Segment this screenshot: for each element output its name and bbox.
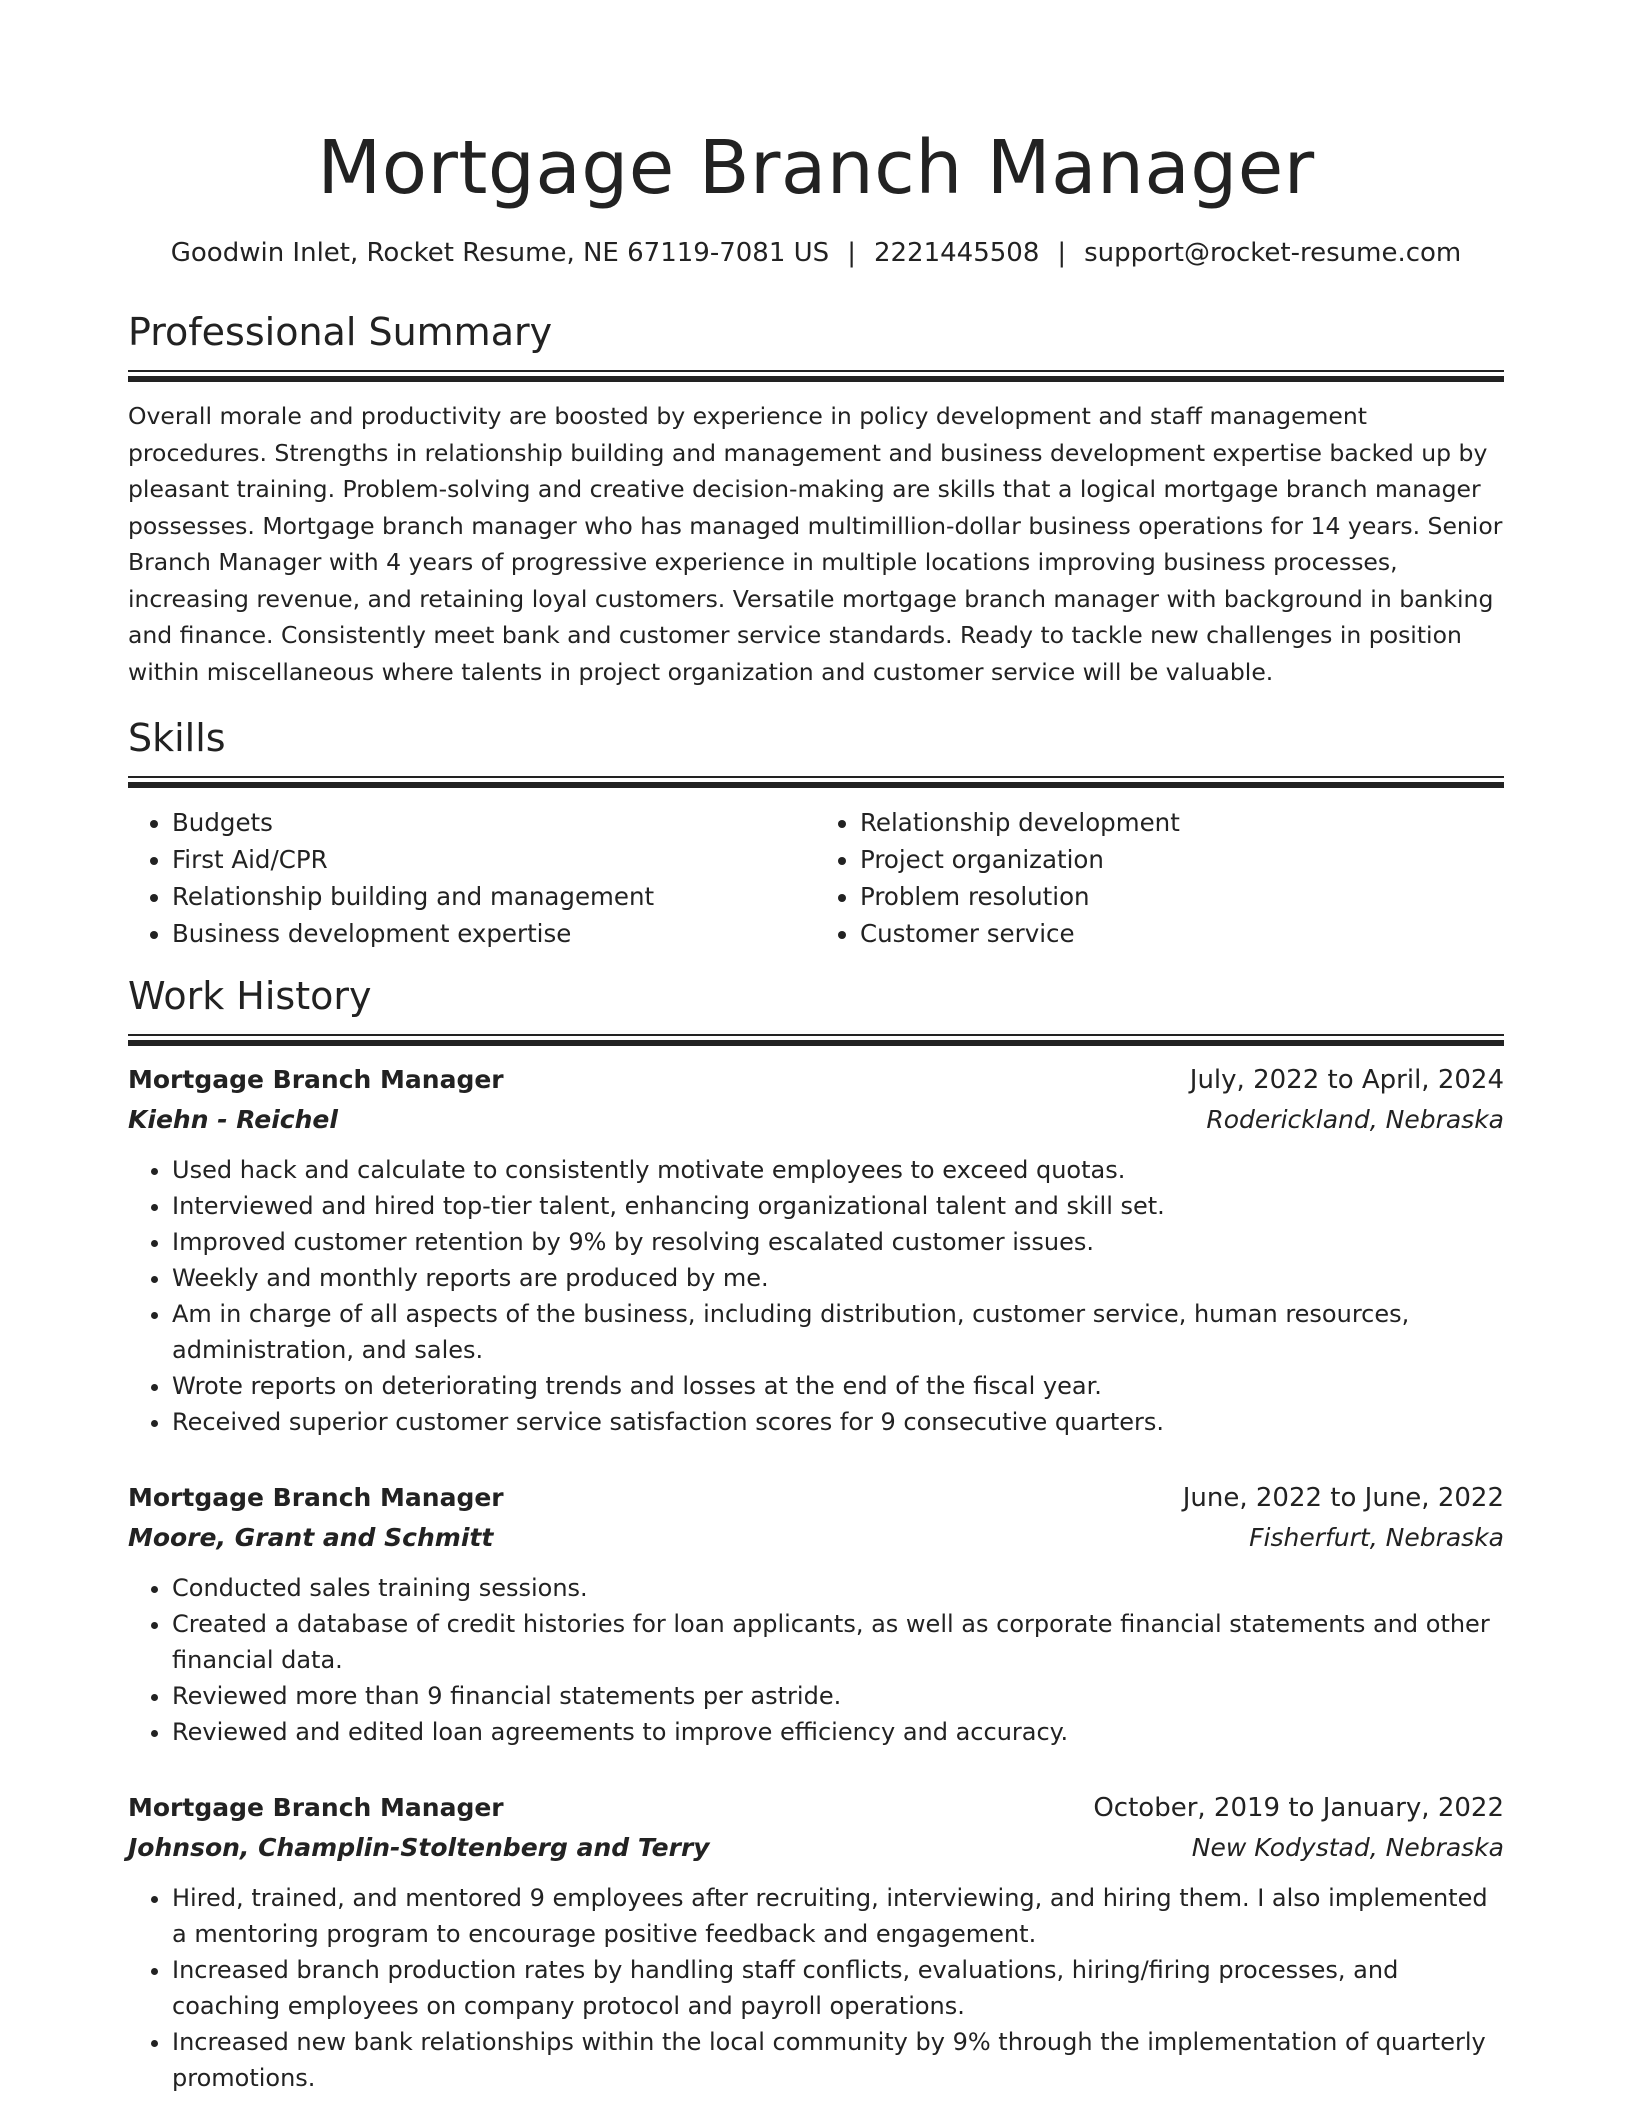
job-header-row: [128, 1478, 1504, 1518]
section-divider: [128, 370, 1504, 382]
job-bullet: • Conducted sales training sessions.: [172, 1570, 1504, 1606]
job-title: Mortgage Branch Manager: [128, 1064, 504, 1094]
section-title-skills: Skills: [128, 715, 226, 760]
skill-item: • Project organization: [860, 841, 1504, 878]
resume-name: Mortgage Branch Manager: [317, 125, 1315, 211]
skill-item: • First Aid/CPR: [172, 841, 816, 878]
job-company: Moore, Grant and Schmitt: [128, 1522, 494, 1552]
job-dates: June, 2022 to June, 2022: [1182, 1482, 1504, 1513]
job-header-row: [128, 1060, 1504, 1100]
job-location: Roderickland, Nebraska: [1206, 1104, 1504, 1134]
job-company: Johnson, Champlin-Stoltenberg and Terry: [128, 1832, 710, 1862]
contact-address: Goodwin Inlet, Rocket Resume, NE 67119-7081 US: [170, 238, 830, 268]
job-entry: [128, 1060, 1504, 1440]
contact-line: [128, 236, 1504, 270]
skill-item: • Problem resolution: [860, 878, 1504, 915]
job-bullet: • Reviewed more than 9 financial statements per astride.: [172, 1678, 1504, 1714]
job-bullet-list: [128, 1570, 1504, 1750]
skill-item: • Relationship building and management: [172, 878, 816, 915]
skill-item: • Budgets: [172, 804, 816, 841]
professional-summary-section: [128, 308, 1504, 690]
contact-separator: |: [847, 238, 856, 268]
contact-phone: 2221445508: [873, 238, 1040, 268]
work-history-section: [128, 972, 1504, 2096]
section-title-summary: Professional Summary: [128, 310, 553, 354]
job-dates: July, 2022 to April, 2024: [1189, 1064, 1504, 1095]
job-bullet: • Increased branch production rates by handling staff conflicts, evaluations, hiring/firing processes, and coaching employees on company protocol and payroll operations.: [172, 1952, 1504, 2024]
job-bullet-list: [128, 1880, 1504, 2096]
job-bullet: • Increased new bank relationships within the local community by 9% through the implementation of quarterly promotions.: [172, 2024, 1504, 2096]
job-bullet: • Received superior customer service satisfaction scores for 9 consecutive quarters.: [172, 1404, 1504, 1440]
job-bullet: • Am in charge of all aspects of the business, including distribution, customer service, human resources, administration, and sales.: [172, 1296, 1504, 1368]
skills-grid: [128, 804, 1504, 952]
job-company-row: [128, 1828, 1504, 1868]
summary-text: Overall morale and productivity are boosted by experience in policy development and staff management procedures. Strengths in relationship building and management and business development expertise backed up by pleasant training. Problem-solving and creative decision-making are skills that a logical mortgage branch manager possesses. Mortgage branch manager who has managed multimillion-dollar business operations for 14 years. Senior Branch Manager with 4 years of progressive experience in multiple locations improving business processes, increasing revenue, and retaining loyal customers. Versatile mortgage branch manager with background in banking and finance. Consistently meet bank and customer service standards. Ready to tackle new challenges in position within miscellaneous where talents in project organization and customer service will be valuable.: [128, 402, 1503, 686]
job-bullet: • Reviewed and edited loan agreements to improve efficiency and accuracy.: [172, 1714, 1504, 1750]
skills-section: [128, 714, 1504, 952]
job-location: New Kodystad, Nebraska: [1191, 1832, 1504, 1862]
section-title-work-history: Work History: [128, 973, 372, 1018]
job-header-row: [128, 1788, 1504, 1828]
job-dates: October, 2019 to January, 2022: [1093, 1792, 1504, 1823]
job-company-row: [128, 1100, 1504, 1140]
job-entry: [128, 1478, 1504, 1750]
skill-item: • Customer service: [860, 915, 1504, 952]
job-title: Mortgage Branch Manager: [128, 1792, 504, 1822]
section-divider: [128, 776, 1504, 788]
contact-email: support@rocket-resume.com: [1084, 238, 1462, 268]
skill-item: • Business development expertise: [172, 915, 816, 952]
job-bullet: • Used hack and calculate to consistently motivate employees to exceed quotas.: [172, 1152, 1504, 1188]
skills-column-left: [128, 804, 816, 952]
job-title: Mortgage Branch Manager: [128, 1482, 504, 1512]
job-location: Fisherfurt, Nebraska: [1249, 1522, 1504, 1552]
job-bullet: • Created a database of credit histories for loan applicants, as well as corporate financial statements and other financial data.: [172, 1606, 1504, 1678]
job-entry: [128, 1788, 1504, 2096]
job-bullet: • Wrote reports on deteriorating trends and losses at the end of the fiscal year.: [172, 1368, 1504, 1404]
job-company-row: [128, 1518, 1504, 1558]
contact-separator: |: [1057, 238, 1067, 268]
job-bullet: • Interviewed and hired top-tier talent, enhancing organizational talent and skill set.: [172, 1188, 1504, 1224]
job-bullet: • Weekly and monthly reports are produced by me.: [172, 1260, 1504, 1296]
section-divider: [128, 1034, 1504, 1046]
job-bullet: • Improved customer retention by 9% by resolving escalated customer issues.: [172, 1224, 1504, 1260]
skills-column-right: [816, 804, 1504, 952]
job-bullet-list: [128, 1152, 1504, 1440]
job-company: Kiehn - Reichel: [128, 1104, 338, 1134]
job-bullet: • Hired, trained, and mentored 9 employees after recruiting, interviewing, and hiring them. I also implemented a mentoring program to encourage positive feedback and engagement.: [172, 1880, 1504, 1952]
skill-item: • Relationship development: [860, 804, 1504, 841]
